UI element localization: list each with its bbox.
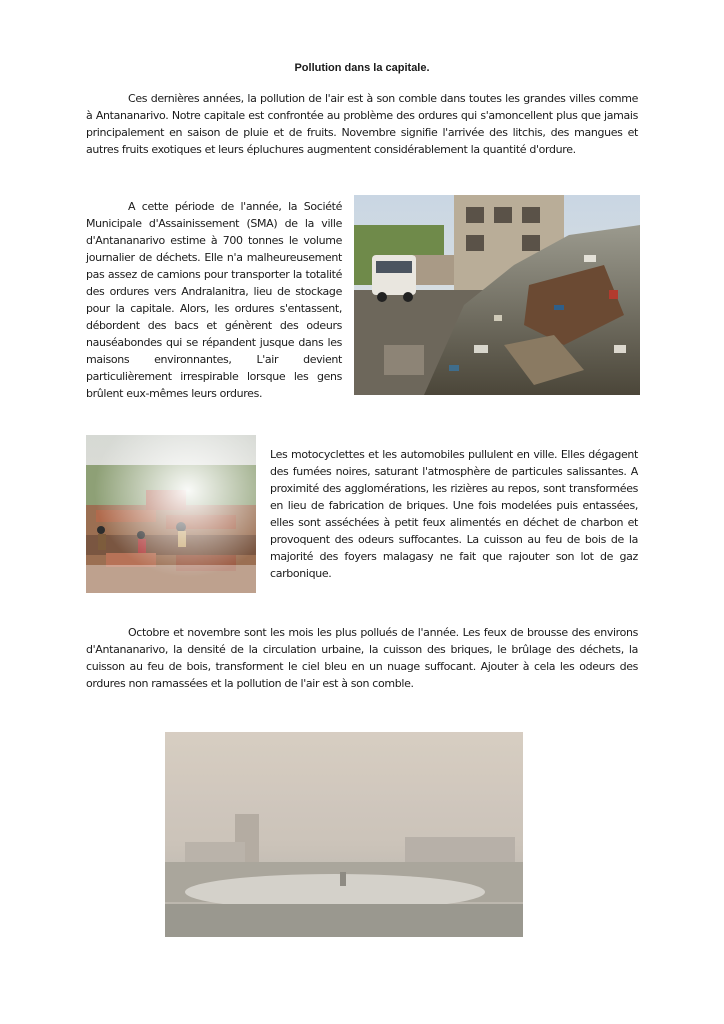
document-title: Pollution dans la capitale. [294, 62, 430, 74]
paragraph-traffic-bricks: Les motocyclettes et les automobiles pullulent en ville. Elles dégagent des fumées noires, saturant l'atmosphère de particules salissantes. A proximité des agglomérations, les rizières au repos, sont transformées en lieu de fabrication de briques. Une fois modelées puis entassées, elles sont asséchées à petit feux alimentés en déchet de charbon et provoquent des odeurs suffocantes. La cuisson au feu de bois de la majorité des foyers malagasy ne fait que rajouter son lot de gaz carbonique. [270, 448, 638, 580]
hazy-city-lake-photo [165, 732, 523, 937]
garbage-street-photo [354, 195, 640, 395]
paragraph-intro: Ces dernières années, la pollution de l'air est à son comble dans toutes les grandes villes comme à Antananarivo. Notre capitale est confrontée au problème des ordures qui s'amoncellent plus que jamais principalement en saison de pluie et de fruits. Novembre signifie l'arrivée des litchis, des mangues et autres fruits exotiques et leurs épluchures augmentent considérablement la quantité d'ordure. [86, 92, 638, 156]
brick-making-photo [86, 435, 256, 593]
paragraph-conclusion: Octobre et novembre sont les mois les plus pollués de l'année. Les feux de brousse des environs d'Antananarivo, la densité de la circulation urbaine, la cuisson des briques, le brûlage des déchets, la cuisson au feu de bois, transforment le ciel bleu en un nuage suffocant. Ajouter à cela les odeurs des ordures non ramassées et la pollution de l'air est à son comble. [86, 626, 638, 690]
paragraph-waste: A cette période de l'année, la Société Municipale d'Assainissement (SMA) de la ville d'Antananarivo estime à 700 tonnes le volume journalier de déchets. Elle n'a malheureusement pas assez de camions pour transporter la totalité des ordures vers Andralanitra, lieu de stockage pour la capitale. Alors, les ordures s'entassent, débordent des bacs et génèrent des odeurs nauséabondes qui se répandent jusque dans les maisons environnantes, L'air devient particulièrement irrespirable lorsque les gens brûlent eux-mêmes leurs ordures. [86, 200, 342, 400]
